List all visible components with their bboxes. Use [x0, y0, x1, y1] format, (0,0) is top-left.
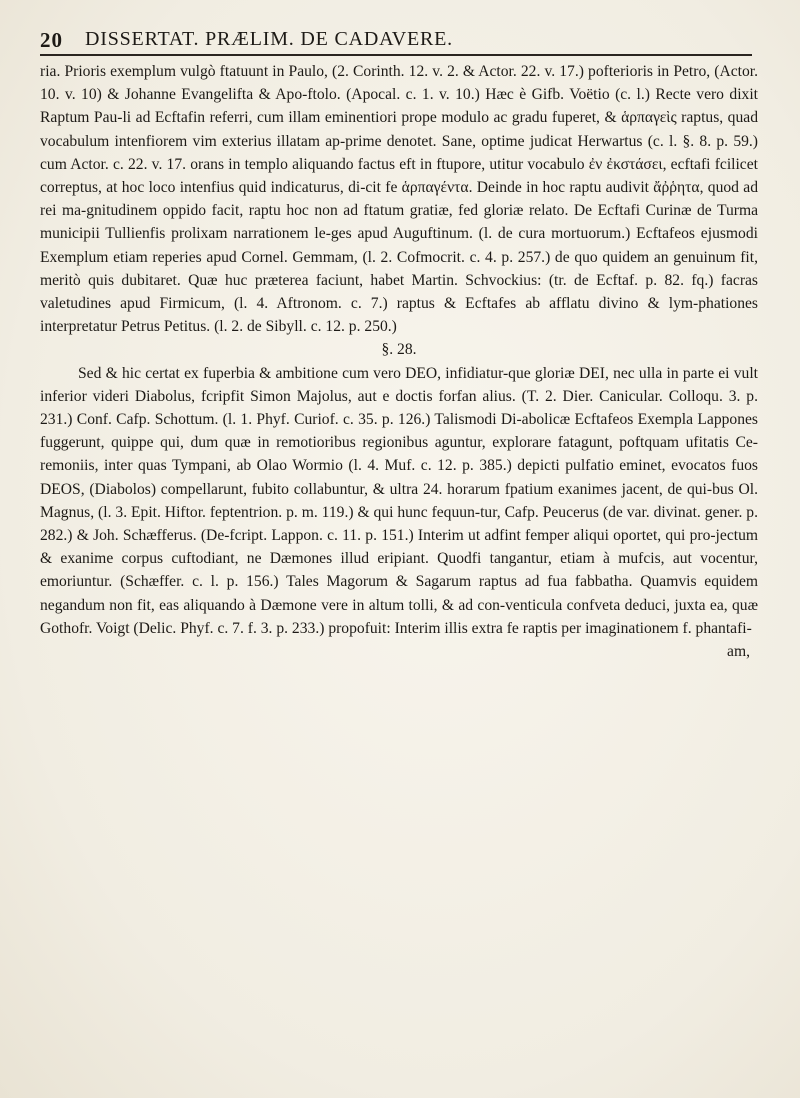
paragraph-2: Sed & hic certat ex fuperbia & ambitione cum vero DEO, infidiatur-que gloriæ DEI, nec ulla in parte ei vult inferior videri Diabolus, fcripfit Simon Majolus, aut e doctis forfan alius. (T. 2. Dier. Canicular. Colloqu. 3. p. 231.) Conf. Cafp. Schottum. (l. 1. Phyf. Curiof. c. 35. p. 126.) Talismodi Di-abolicæ Ecftafeos Exempla Lappones fuggerunt, quippe qui, dum quæ in remotioribus regionibus aguntur, explorare fatagunt, poftquam ufitatis Ce-remoniis, inter quas Tympani, ab Olao Wormio (l. 4. Muf. c. 12. p. 385.) depicti pulfatio eminet, evocatos fuos DEOS, (Diabolos) compellarunt, fubito collabuntur, & ultra 24. horarum fpatium exanimes jacent, de qui-bus Ol. Magnus, (l. 3. Epit. Hiftor. feptentrion. p. m. 119.) & qui hunc fequun-tur, Cafp. Peucerus (de var. divinat. gener. p. 282.) & Joh. Schæfferus. (De-fcript. Lappon. c. 11. p. 151.) Interim ut adfint femper aliqui oportet, qui pro-jectum & exanime corpus cuftodiant, ne Dæmones illud eripiant. Quodfi tangantur, etiam à mufcis, aut vocentur, emoriuntur. (Schæffer. c. l. p. 156.) Tales Magorum & Sagarum raptus ad fua fabbatha. Quamvis equidem negandum non fit, eas aliquando à Dæmone vere in altum tolli, & ad con-venticula confveta deduci, juxta ea, quæ Gothofr. Voigt (Delic. Phyf. c. 7. f. 3. p. 233.) propofuit: Interim illis extra fe raptis per imaginationem f. phantafi-: [40, 364, 758, 637]
section-number: §. 28.: [381, 341, 417, 359]
main-text: [40, 60, 758, 663]
catchword: am,: [727, 643, 750, 661]
page-header: [40, 26, 760, 52]
paragraph-1: ria. Prioris exemplum vulgò ftatuunt in Paulo, (2. Corinth. 12. v. 2. & Actor. 22. v. 17.) pofterioris in Petro, (Actor. 10. v. 10) & Johanne Evangelifta & Apo-ftolo. (Apocal. c. 1. v. 10.) Hæc è Gifb. Voëtio (c. l.) Recte vero dixit Raptum Pau-li ad Ecftafin referri, cum illam eminentiori prope modulo ac gradu fuperet, & ἁρπαγεὶς raptus, quad vocabulum intenfiorem vim exterius illatam ap-prime denotet. Sane, optime judicat Herwartus (c. l. §. 8. p. 59.) cum Actor. c. 22. v. 17. orans in templo aliquando factus eft in ftupore, utitur vocabulo ἐν ἐκστάσει, ecftafi fcilicet correptus, at hoc loco intenfius quid indicaturus, di-cit fe ἁρπαγέντα. Deinde in hoc raptu audivit ἄῤῥητα, quod ad rei ma-gnitudinem oppido facit, raptu hoc non ad ftatum gratiæ, fed gloriæ relato. De Ecftafi Curinæ de Turma municipii Tullienfis prolixam narrationem le-ges apud Auguftinum. (l. de cura mortuorum.) Ecftafeos ejusmodi Exemplum etiam reperies apud Cornel. Gemmam, (l. 2. Cofmocrit. c. 4. p. 257.) de quo quidem an genuinum fit, meritò quis dubitaret. Quæ huc præterea faciunt, habet Martin. Schvockius: (tr. de Ecftaf. p. 82. fq.) facras valetudines apud Firmicum, (l. 4. Aftronom. c. 7.) raptus & Ecftafes ab afflatu divino & lym-phationes interpretatur Petrus Petitus. (l. 2. de Sibyll. c. 12. p. 250.): [40, 63, 758, 336]
page-number: 20: [40, 28, 63, 52]
header-rule: [40, 54, 752, 56]
running-title: DISSERTAT. PRÆLIM. DE CADAVERE.: [85, 28, 453, 50]
